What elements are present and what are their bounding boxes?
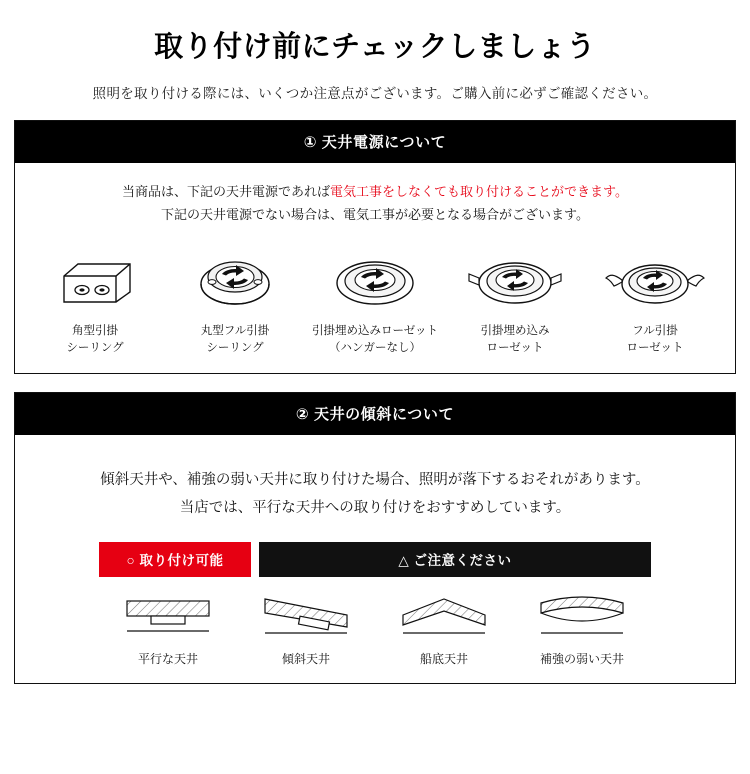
socket-icon-row bbox=[25, 245, 725, 358]
socket-caption: 引掛埋め込み ローゼット bbox=[480, 324, 550, 354]
socket-caption: 角型引掛 シーリング bbox=[66, 324, 124, 354]
ceiling-caption: 船底天井 bbox=[419, 652, 468, 667]
ceiling-caption: 補強の弱い天井 bbox=[539, 652, 624, 667]
section1-lead-line1-a: 当商品は、下記の天井電源であれば bbox=[122, 184, 331, 199]
round-full-ceiling-rosette-icon bbox=[167, 245, 303, 319]
section1-body bbox=[15, 163, 735, 373]
section2-body bbox=[15, 435, 735, 683]
ceiling-item bbox=[375, 587, 513, 667]
section1-header: ① 天井電源について bbox=[15, 121, 735, 163]
section1-lead bbox=[25, 181, 725, 227]
badge-caution: △ ご注意ください bbox=[259, 542, 651, 577]
socket-item bbox=[447, 245, 583, 358]
section2-lead-line2: 当店では、平行な天井への取り付けをおすすめしています。 bbox=[179, 499, 571, 516]
square-ceiling-rosette-icon bbox=[27, 245, 163, 319]
socket-caption: フル引掛 ローゼット bbox=[626, 324, 684, 354]
boat-bottom-ceiling-icon bbox=[375, 587, 513, 643]
ceiling-type-row bbox=[25, 587, 725, 667]
section1-lead-line2: 下記の天井電源でない場合は、電気工事が必要となる場合がございます。 bbox=[161, 206, 589, 222]
flush-mount-rosette-no-hanger-icon bbox=[307, 245, 443, 319]
flat-ceiling-icon bbox=[99, 587, 237, 643]
badge-installable: ○ 取り付け可能 bbox=[99, 542, 251, 577]
weak-reinforcement-ceiling-icon bbox=[513, 587, 651, 643]
ceiling-caption: 傾斜天井 bbox=[281, 652, 330, 667]
socket-caption: 丸型フル引掛 シーリング bbox=[200, 324, 270, 354]
socket-item bbox=[307, 245, 443, 358]
ceiling-item bbox=[513, 587, 651, 667]
section1-lead-highlight: 電気工事をしなくても取り付けることができます。 bbox=[330, 184, 628, 199]
ceiling-item bbox=[237, 587, 375, 667]
socket-caption: 引掛埋め込みローゼット （ハンガーなし） bbox=[311, 324, 439, 354]
section-ceiling-power bbox=[14, 120, 736, 374]
flush-mount-rosette-icon bbox=[447, 245, 583, 319]
section-ceiling-slope bbox=[14, 392, 736, 684]
ceiling-item bbox=[99, 587, 237, 667]
section2-header: ② 天井の傾斜について bbox=[15, 393, 735, 435]
page-title: 取り付け前にチェックしましょう bbox=[154, 31, 596, 63]
socket-item bbox=[587, 245, 723, 358]
socket-item bbox=[167, 245, 303, 358]
ceiling-caption: 平行な天井 bbox=[137, 652, 198, 667]
section2-lead bbox=[25, 453, 725, 530]
sloped-ceiling-icon bbox=[237, 587, 375, 643]
page-subtitle: 照明を取り付ける際には、いくつか注意点がございます。ご購入前に必ずご確認ください。 bbox=[92, 86, 658, 101]
page-root bbox=[0, 24, 750, 774]
section2-lead-line1: 傾斜天井や、補強の弱い天井に取り付けた場合、照明が落下するおそれがあります。 bbox=[100, 472, 650, 488]
badge-row bbox=[25, 542, 725, 577]
full-hook-rosette-icon bbox=[587, 245, 723, 319]
socket-item bbox=[27, 245, 163, 358]
